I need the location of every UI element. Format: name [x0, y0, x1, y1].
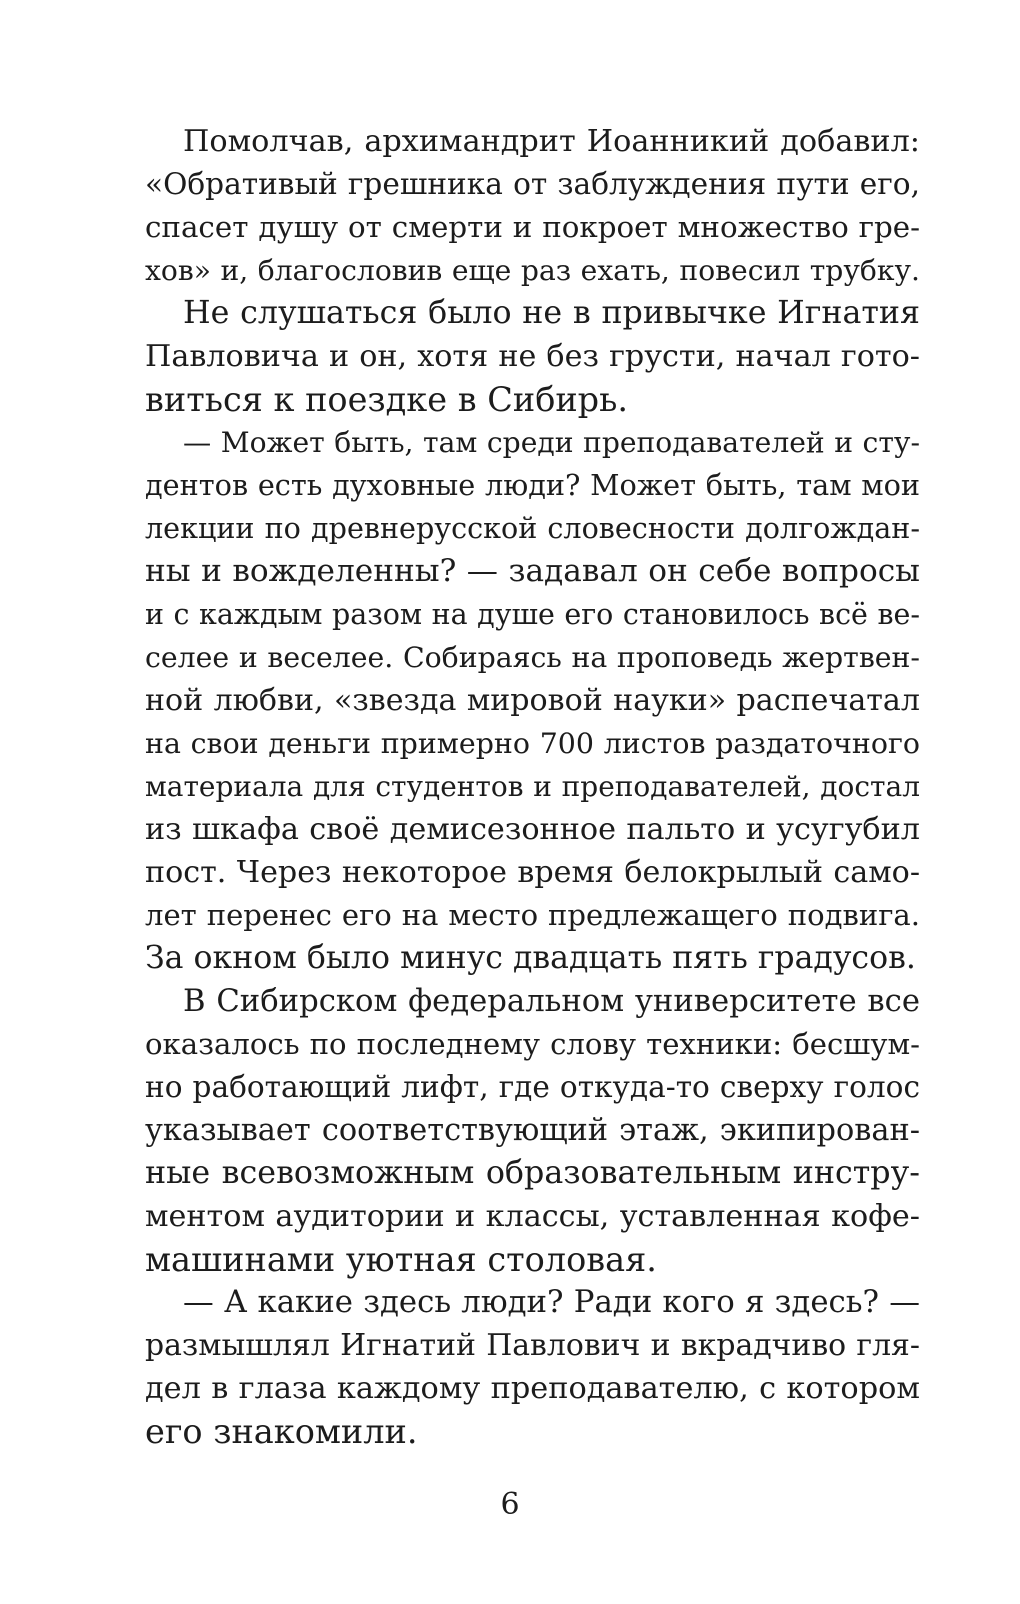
text-line: За окном было минус двадцать пять градусов.	[145, 940, 916, 976]
text-line: дел в глаза каждому преподавателю, с котором	[145, 1371, 920, 1406]
text-line: лекции по древнерусской словесности долгождан-	[145, 511, 920, 545]
text-line: Помолчав, архимандрит Иоанникий добавил:	[183, 124, 920, 159]
text-line: Не слушаться было не в привычке Игнатия	[183, 295, 920, 331]
text-line: его знакомили.	[145, 1412, 418, 1451]
text-line: размышлял Игнатий Павлович и вкрадчиво гля-	[145, 1328, 920, 1363]
text-line: ны и вожделенны? — задавал он себе вопросы	[145, 553, 920, 589]
text-line: спасет душу от смерти и покроет множество гре-	[145, 210, 920, 244]
text-line: хов» и, благословив еще раз ехать, повесил трубку.	[145, 254, 920, 287]
text-line: виться к поездке в Сибирь.	[145, 380, 629, 419]
text-line: — А какие здесь люди? Ради кого я здесь? —	[183, 1284, 920, 1320]
paragraph-1	[145, 120, 920, 292]
text-line: ные всевозможным образовательным инстру-	[145, 1155, 920, 1191]
text-line: оказалось по последнему слову техники: бесшум-	[145, 1027, 920, 1061]
text-line: — Может быть, там среди преподавателей и сту-	[183, 426, 920, 459]
paragraph-2	[145, 292, 920, 421]
text-line: селее и веселее. Собираясь на проповедь жертвен-	[145, 641, 920, 674]
text-line: машинами уютная столовая.	[145, 1240, 657, 1279]
text-line: материала для студентов и преподавателей, достал	[145, 770, 920, 803]
text-line: ментом аудитории и классы, уставленная кофе-	[145, 1199, 920, 1234]
text-line: лет перенес его на место предлежащего подвига.	[145, 898, 920, 932]
body-text	[145, 120, 920, 1453]
text-line: В Сибирском федеральном университете все	[183, 984, 920, 1019]
text-line: из шкафа своё демисезонное пальто и усугубил	[145, 812, 920, 847]
text-line: на свои деньги примерно 700 листов раздаточного	[145, 727, 920, 760]
paragraph-5	[145, 1281, 920, 1453]
paragraph-3	[145, 421, 920, 980]
text-line: дентов есть духовные люди? Может быть, там мои	[145, 468, 920, 502]
paragraph-4	[145, 980, 920, 1281]
text-line: указывает соответствующий этаж, экипирован-	[145, 1113, 920, 1148]
text-line: пост. Через некоторое время белокрылый само-	[145, 855, 920, 890]
text-line: «Обративый грешника от заблуждения пути его,	[145, 167, 920, 201]
text-line: и с каждым разом на душе его становилось всё ве-	[145, 598, 920, 631]
text-line: но работающий лифт, где откуда-то сверху голос	[145, 1070, 920, 1104]
text-line: ной любви, «звезда мировой науки» распечатал	[145, 683, 920, 718]
page-number: 6	[500, 1487, 520, 1522]
text-line: Павловича и он, хотя не без грусти, начал гото-	[145, 339, 920, 374]
